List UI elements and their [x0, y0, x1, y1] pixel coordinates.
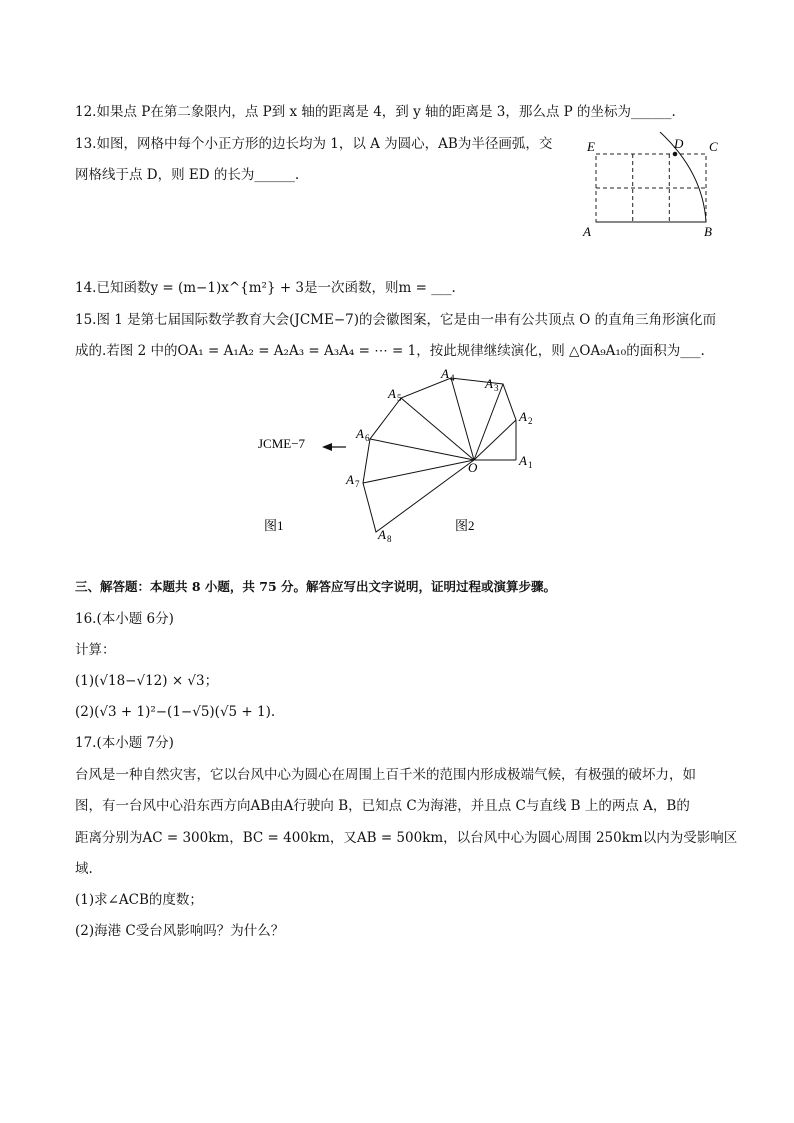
question-16-part1: (1)(√18−√12) × √3； [75, 673, 219, 689]
figure-2-caption: 图2 [455, 518, 475, 533]
question-16-intro: 计算： [75, 642, 116, 658]
question-13-line1: 13.如图，网格中每个小正方形的边长均为 1，以 A 为圆心，AB为半径画弧，交 [75, 136, 553, 152]
question-17-body2: 图，有一台风中心沿东西方向AB由A行驶向 B，已知点 C为海港，并且点 C与直线 B 上的两点 A，B的 [75, 798, 690, 814]
question-15-line1: 15.图 1 是第七届国际数学教育大会(JCME−7)的会徽图案，它是由一串有公共顶点 O 的直角三角形演化而 [75, 312, 717, 328]
question-16-part2: (2)(√3 + 1)²−(1−√5)(√5 + 1). [75, 704, 276, 720]
segment-OA2 [474, 420, 516, 460]
label-A1: $A_1$ [519, 453, 533, 470]
jcme-label: JCME−7 [258, 436, 306, 451]
figure-1-caption: 图1 [264, 518, 284, 533]
label-B: B [704, 224, 712, 239]
label-A7: $A_7$ [346, 472, 360, 489]
segment-OA4 [451, 378, 474, 460]
grid-arc-figure [578, 132, 728, 244]
segment-OA6 [370, 439, 474, 460]
segment-OA5 [401, 398, 474, 460]
label-A4: $A_4$ [441, 366, 455, 383]
arrow [322, 443, 346, 451]
question-17-body3: 距离分别为AC = 300km，BC = 400km，又AB = 500km，以台风中心为圆心周围 250km以内为受影响区 [75, 830, 738, 846]
question-12: 12.如果点 P在第二象限内，点 P到 x 轴的距离是 4，到 y 轴的距离是 3，那么点 P 的坐标为______. [75, 104, 676, 120]
question-17-body1: 台风是一种自然灾害，它以台风中心为圆心在周围上百千米的范围内形成极端气候，有极强的破坏力，如 [75, 767, 696, 783]
label-C: C [709, 139, 718, 154]
label-A2: $A_2$ [519, 409, 533, 426]
segment-OA7 [363, 460, 474, 483]
spiral-outline [363, 378, 516, 532]
label-A8: $A_8$ [378, 527, 392, 544]
question-14: 14.已知函数y = (m−1)x^{m²} + 3是一次函数，则m = ___. [75, 280, 456, 296]
spiral-triangle-figure [250, 365, 560, 550]
label-A5: $A_5$ [388, 386, 402, 403]
section-3-heading: 三、解答题：本题共 8 小题，共 75 分。解答应写出文字说明，证明过程或演算步骤。 [75, 579, 557, 594]
question-17-body4: 域. [75, 861, 93, 877]
label-E: E [587, 139, 595, 154]
label-D: D [674, 136, 684, 151]
question-17-part2: (2)海港 C受台风影响吗？为什么？ [75, 923, 285, 939]
question-16-title: 16.(本小题 6分) [75, 611, 174, 627]
question-13-line2: 网格线于点 D，则 ED 的长为______. [75, 167, 300, 183]
label-A: A [583, 224, 591, 239]
label-A6: $A_6$ [356, 426, 370, 443]
point-D [673, 152, 678, 157]
question-17-title: 17.(本小题 7分) [75, 735, 174, 751]
segment-OA3 [474, 384, 503, 460]
question-15-line2: 成的.若图 2 中的OA₁ = A₁A₂ = A₂A₃ = A₃A₄ = ⋯ = 1，按此规律继续演化，则 △OA₉A₁₀的面积为___. [75, 343, 705, 359]
question-17-part1: (1)求∠ACB的度数； [75, 892, 203, 908]
label-A3: $A_3$ [485, 376, 499, 393]
label-O: O [468, 460, 478, 475]
